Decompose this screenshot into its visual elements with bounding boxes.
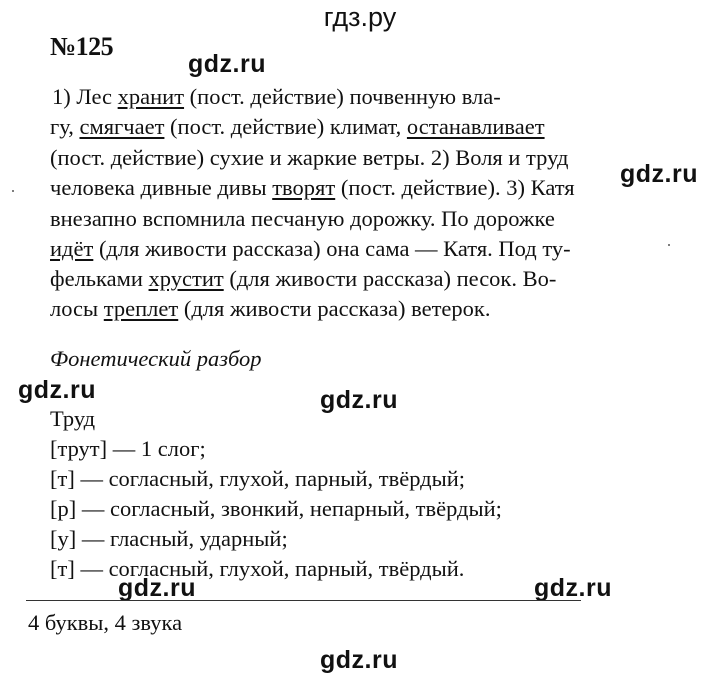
watermark: gdz.ru	[620, 160, 698, 188]
phonetic-summary: 4 буквы, 4 звука	[28, 610, 183, 635]
watermark: gdz.ru	[118, 574, 196, 602]
watermark: gdz.ru	[18, 376, 96, 404]
underlined-verb: идёт	[50, 236, 94, 261]
scan-speck	[12, 190, 14, 192]
watermark: gdz.ru	[188, 50, 266, 78]
text-line-8: лосы треплет (для живости рассказа) ветерок.	[50, 296, 491, 321]
phonetic-word: Труд	[50, 406, 96, 431]
phonetic-transcription: [трут] — 1 слог;	[50, 436, 206, 461]
text-line-5: внезапно вспомнила песчаную дорожку. По дорожке	[50, 206, 555, 231]
phonetic-sound-3: [у] — гласный, ударный;	[50, 526, 288, 551]
scan-speck	[668, 244, 670, 246]
phonetic-sound-2: [р] — согласный, звонкий, непарный, твёрдый;	[50, 496, 502, 521]
phonetic-sound-4: [т] — согласный, глухой, парный, твёрдый.	[50, 556, 465, 581]
underlined-verb: хрустит	[148, 266, 224, 291]
text-line-7: фельками хрустит (для живости рассказа) песок. Во-	[50, 266, 557, 291]
underlined-verb: творят	[272, 175, 336, 200]
text-line-1: 1) Лес хранит (пост. действие) почвенную вла-	[52, 84, 501, 109]
exercise-number: №125	[50, 32, 114, 61]
underlined-verb: хранит	[117, 84, 185, 109]
text-line-6: идёт (для живости рассказа) она сама — Катя. Под ту-	[50, 236, 571, 261]
watermark: gdz.ru	[320, 646, 398, 674]
text-line-4: человека дивные дивы творят (пост. действие). 3) Катя	[50, 175, 575, 200]
site-header: гдз.ру	[323, 2, 397, 32]
phonetic-title: Фонетический разбор	[50, 346, 262, 371]
watermark: gdz.ru	[534, 574, 612, 602]
underlined-verb: останавливает	[406, 114, 545, 139]
underlined-verb: смягчает	[79, 114, 165, 139]
text-line-3: (пост. действие) сухие и жаркие ветры. 2) Воля и труд	[50, 145, 569, 170]
divider	[26, 600, 581, 601]
watermark: gdz.ru	[320, 386, 398, 414]
text-line-2: гу, смягчает (пост. действие) климат, останавливает	[50, 114, 545, 139]
underlined-verb: треплет	[103, 296, 179, 321]
phonetic-sound-1: [т] — согласный, глухой, парный, твёрдый;	[50, 466, 466, 491]
